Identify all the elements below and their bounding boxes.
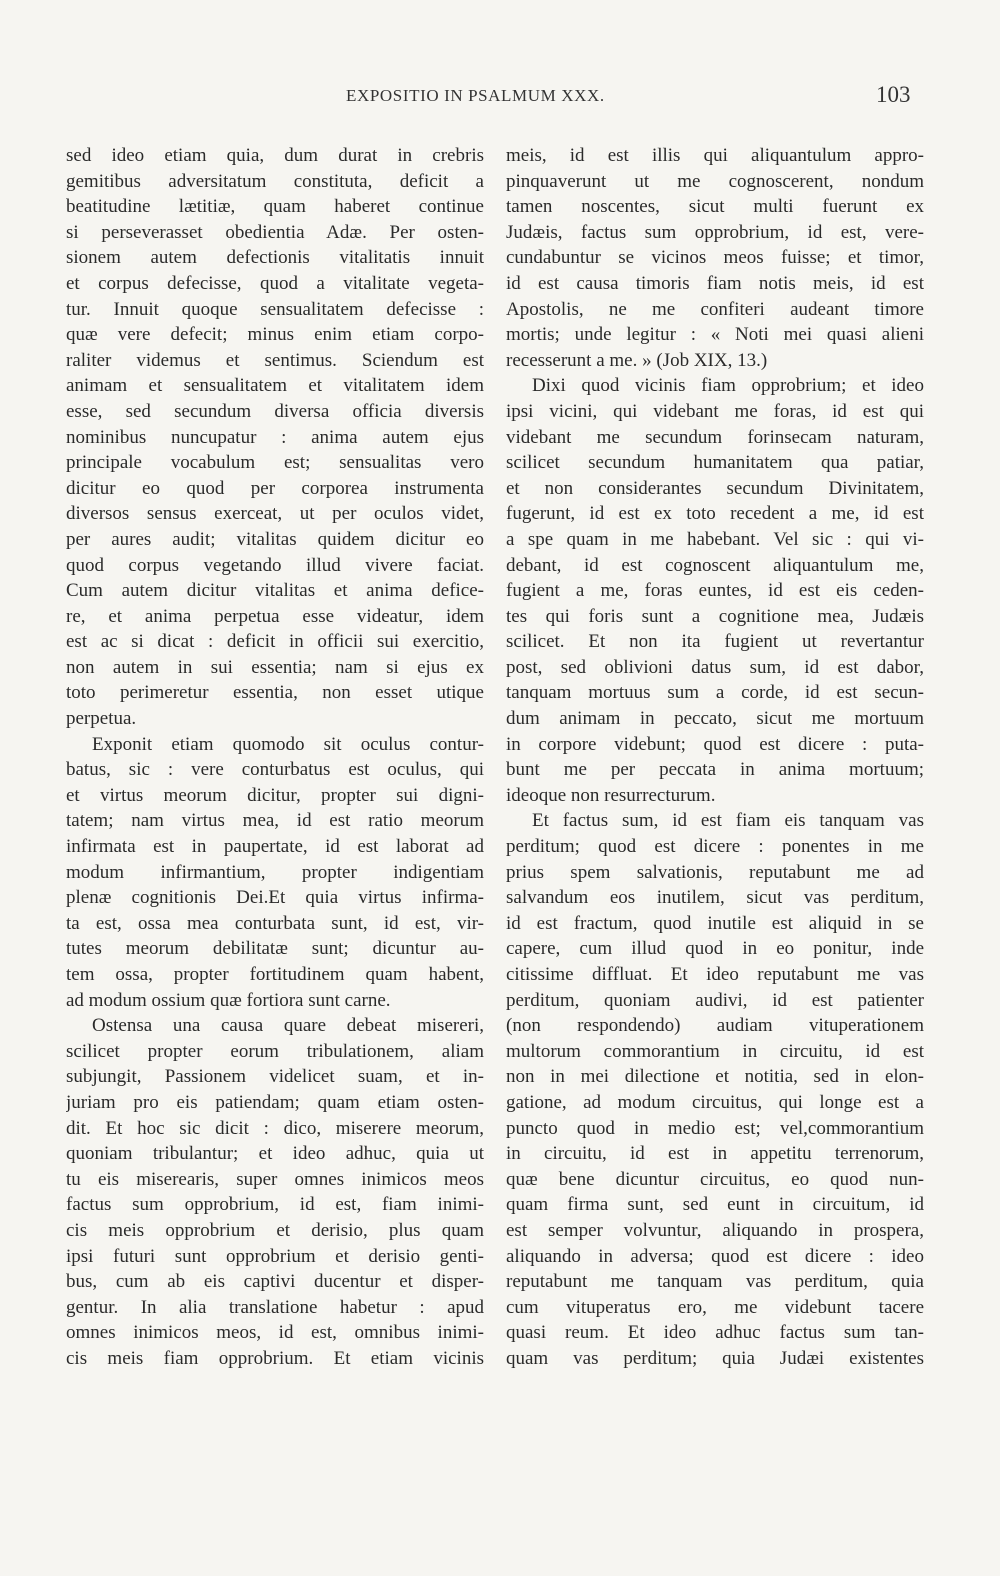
text-line: quæ bene dicuntur circuitus, eo quod nun- bbox=[506, 1168, 924, 1190]
text-line: principale vocabulum est; sensualitas vero bbox=[66, 452, 484, 474]
text-line: cundabuntur se vicinos meos fuisse; et timor, bbox=[506, 247, 924, 269]
text-line: est semper volvuntur, aliquando in prospera, bbox=[506, 1219, 924, 1241]
text-line: Apostolis, ne me confiteri audeant timore bbox=[506, 298, 924, 320]
text-line: in corpore videbunt; quod est dicere : puta- bbox=[506, 733, 924, 755]
text-line: subjungit, Passionem videlicet suam, et in- bbox=[66, 1066, 484, 1088]
text-line: debant, id est cognoscent aliquantulum me, bbox=[506, 554, 924, 576]
text-line: tutes meorum debilitatæ sunt; dicuntur au- bbox=[66, 938, 484, 960]
text-line: Et factus sum, id est fiam eis tanquam vas bbox=[532, 810, 924, 832]
text-line: Judæis, factus sum opprobrium, id est, vere- bbox=[506, 221, 924, 243]
text-line: (non respondendo) audiam vituperationem bbox=[506, 1015, 924, 1037]
text-line: Exponit etiam quomodo sit oculus contur- bbox=[92, 733, 484, 755]
text-line: aliquando in adversa; quod est dicere : ideo bbox=[506, 1245, 924, 1267]
text-line: non in mei dilectione et notitia, sed in elon- bbox=[506, 1066, 924, 1088]
text-line: quod corpus vegetando illud vivere faciat. bbox=[66, 554, 484, 576]
text-line: nominibus nuncupatur : anima autem ejus bbox=[66, 426, 484, 448]
text-line: scilicet secundum humanitatem qua patiar, bbox=[506, 452, 924, 474]
text-line: ipsi vicini, qui videbant me foras, id est qui bbox=[506, 400, 924, 422]
page-header bbox=[0, 82, 1000, 112]
text-line: sionem autem defectionis vitalitatis innuit bbox=[66, 247, 484, 269]
text-line: si perseverasset obedientia Adæ. Per osten- bbox=[66, 221, 484, 243]
text-line: plenæ cognitionis Dei.Et quia virtus infirma- bbox=[66, 887, 484, 909]
text-line: factus sum opprobrium, id est, fiam inimi- bbox=[66, 1194, 484, 1216]
text-line: batus, sic : vere conturbatus est oculus, qui bbox=[66, 759, 484, 781]
text-line: tem ossa, propter fortitudinem quam habent, bbox=[66, 964, 484, 985]
text-line: tes qui foris sunt a cognitione mea, Judæis bbox=[506, 605, 924, 627]
text-line: multorum commorantium in circuitu, id est bbox=[506, 1040, 924, 1062]
text-line: modum infirmantium, propter indigentiam bbox=[66, 861, 484, 883]
text-line: prius spem salvationis, reputabunt me ad bbox=[506, 861, 924, 883]
text-line: salvandum eos inutilem, sicut vas perditum, bbox=[506, 887, 924, 909]
text-line: beatitudine lætitiæ, quam haberet continue bbox=[66, 196, 484, 218]
text-line: est ac si dicat : deficit in officii sui exercitio, bbox=[66, 631, 484, 653]
text-line: tur. Innuit quoque sensualitatem defecisse : bbox=[66, 298, 484, 320]
text-line: non autem in sui essentia; nam si ejus ex bbox=[66, 656, 484, 678]
text-line: puncto quod in medio est; vel,commorantium bbox=[506, 1117, 924, 1139]
text-line: re, et anima perpetua esse videatur, idem bbox=[66, 605, 484, 627]
text-line: reputabunt me tanquam vas perditum, quia bbox=[506, 1271, 924, 1293]
text-line: toto perimeretur essentia, non esset utique bbox=[66, 682, 484, 704]
text-line: et non considerantes secundum Divinitatem, bbox=[506, 477, 924, 499]
text-line: perditum; quod est dicere : ponentes in me bbox=[506, 836, 924, 858]
text-line: tu eis miserearis, super omnes inimicos meos bbox=[66, 1168, 484, 1190]
text-line: ideoque non resurrecturum. bbox=[506, 784, 716, 806]
text-line: quoniam tribulantur; et ideo adhuc, quia ut bbox=[66, 1143, 484, 1165]
text-line: juriam pro eis patiendam; quam etiam osten- bbox=[66, 1091, 484, 1113]
text-line: cis meis fiam opprobrium. Et etiam vicinis bbox=[66, 1347, 484, 1369]
text-line: esse, sed secundum diversa officia diversis bbox=[66, 400, 484, 422]
text-line: scilicet. Et non ita fugient ut revertantur bbox=[506, 631, 924, 653]
text-line: per aures audit; vitalitas quidem dicitur eo bbox=[66, 528, 484, 550]
text-line: et corpus defecisse, quod a vitalitate vegeta- bbox=[66, 272, 484, 294]
text-line: gentur. In alia translatione habetur : apud bbox=[66, 1296, 484, 1318]
text-line: infirmata est in paupertate, id est laborat ad bbox=[66, 836, 484, 858]
text-line: bus, cum ab eis captivi ducentur et disper- bbox=[66, 1271, 484, 1293]
text-line: id est fractum, quod inutile est aliquid in se bbox=[506, 912, 924, 934]
text-line: dit. Et hoc sic dicit : dico, miserere meorum, bbox=[66, 1117, 484, 1139]
text-line: perpetua. bbox=[66, 708, 137, 730]
text-line: videbant me secundum forinsecam naturam, bbox=[506, 426, 924, 448]
text-line: animam et sensualitatem et vitalitatem idem bbox=[66, 375, 484, 397]
text-line: ipsi futuri sunt opprobrium et derisio genti- bbox=[66, 1245, 484, 1267]
text-line: dicitur eo quod per corporea instrumenta bbox=[66, 477, 484, 499]
left-text-column bbox=[66, 143, 484, 1372]
text-line: recesserunt a me. » (Job XIX, 13.) bbox=[506, 349, 768, 371]
text-line: Ostensa una causa quare debeat misereri, bbox=[92, 1015, 484, 1037]
text-line: capere, cum illud quod in eo ponitur, inde bbox=[506, 938, 924, 960]
text-line: dum animam in peccato, sicut me mortuum bbox=[506, 708, 924, 730]
right-text-column bbox=[506, 143, 924, 1372]
text-line: bunt me per peccata in anima mortuum; bbox=[506, 759, 924, 781]
text-line: Dixi quod vicinis fiam opprobrium; et ideo bbox=[532, 375, 924, 397]
text-line: tanquam mortuus sum a corde, id est secun- bbox=[506, 682, 924, 704]
text-line: tamen noscentes, sicut multi fuerunt ex bbox=[506, 196, 924, 218]
running-title: EXPOSITIO IN PSALMUM XXX. bbox=[346, 86, 605, 105]
text-line: perditum, quoniam audivi, id est patienter bbox=[506, 989, 924, 1011]
text-line: quasi reum. Et ideo adhuc factus sum tan- bbox=[506, 1322, 924, 1344]
text-line: quæ vere defecit; minus enim etiam corpo- bbox=[66, 324, 484, 346]
text-line: mortis; unde legitur : « Noti mei quasi alieni bbox=[506, 324, 924, 346]
text-line: meis, id est illis qui aliquantulum appro- bbox=[506, 145, 924, 166]
text-line: in circuitu, id est in appetitu terrenorum, bbox=[506, 1143, 924, 1165]
page-number: 103 bbox=[876, 82, 911, 107]
text-line: et virtus meorum dicitur, propter sui digni- bbox=[66, 784, 484, 806]
text-line: ta est, ossa mea conturbata sunt, id est, vir- bbox=[66, 912, 484, 934]
text-line: id est causa timoris fiam notis meis, id est bbox=[506, 272, 924, 294]
text-line: pinquaverunt ut me cognoscerent, nondum bbox=[506, 170, 924, 192]
text-line: diversos sensus exerceat, ut per oculos videt, bbox=[66, 503, 484, 525]
text-line: cis meis opprobrium et derisio, plus quam bbox=[66, 1219, 484, 1241]
text-line: raliter videmus et sentimus. Sciendum est bbox=[66, 349, 484, 371]
text-line: Cum autem dicitur vitalitas et anima defice- bbox=[66, 580, 484, 602]
text-line: ad modum ossium quæ fortiora sunt carne. bbox=[66, 989, 391, 1011]
text-line: tatem; nam virtus mea, id est ratio meorum bbox=[66, 810, 484, 832]
text-line: omnes inimicos meos, id est, omnibus inimi- bbox=[66, 1322, 484, 1344]
text-line: quam vas perditum; quia Judæi existentes bbox=[506, 1347, 924, 1369]
text-line: sed ideo etiam quia, dum durat in crebris bbox=[66, 145, 484, 166]
text-line: post, sed oblivioni datus sum, id est dabor, bbox=[506, 656, 924, 678]
text-line: a spe quam in me habebant. Vel sic : qui vi- bbox=[506, 528, 924, 550]
text-line: gemitibus adversitatum constituta, deficit a bbox=[66, 170, 484, 192]
text-line: cum vituperatus ero, me videbunt tacere bbox=[506, 1296, 924, 1318]
text-line: gatione, ad modum circuitus, qui longe est a bbox=[506, 1091, 924, 1113]
text-line: fugerunt, id est ex toto recedent a me, id est bbox=[506, 503, 924, 525]
text-line: fugient a me, foras euntes, id est eis ceden- bbox=[506, 580, 924, 602]
text-line: scilicet propter eorum tribulationem, aliam bbox=[66, 1040, 484, 1062]
text-line: quam firma sunt, sed eunt in circuitum, id bbox=[506, 1194, 924, 1216]
text-line: citissime diffluat. Et ideo reputabunt me vas bbox=[506, 964, 924, 985]
